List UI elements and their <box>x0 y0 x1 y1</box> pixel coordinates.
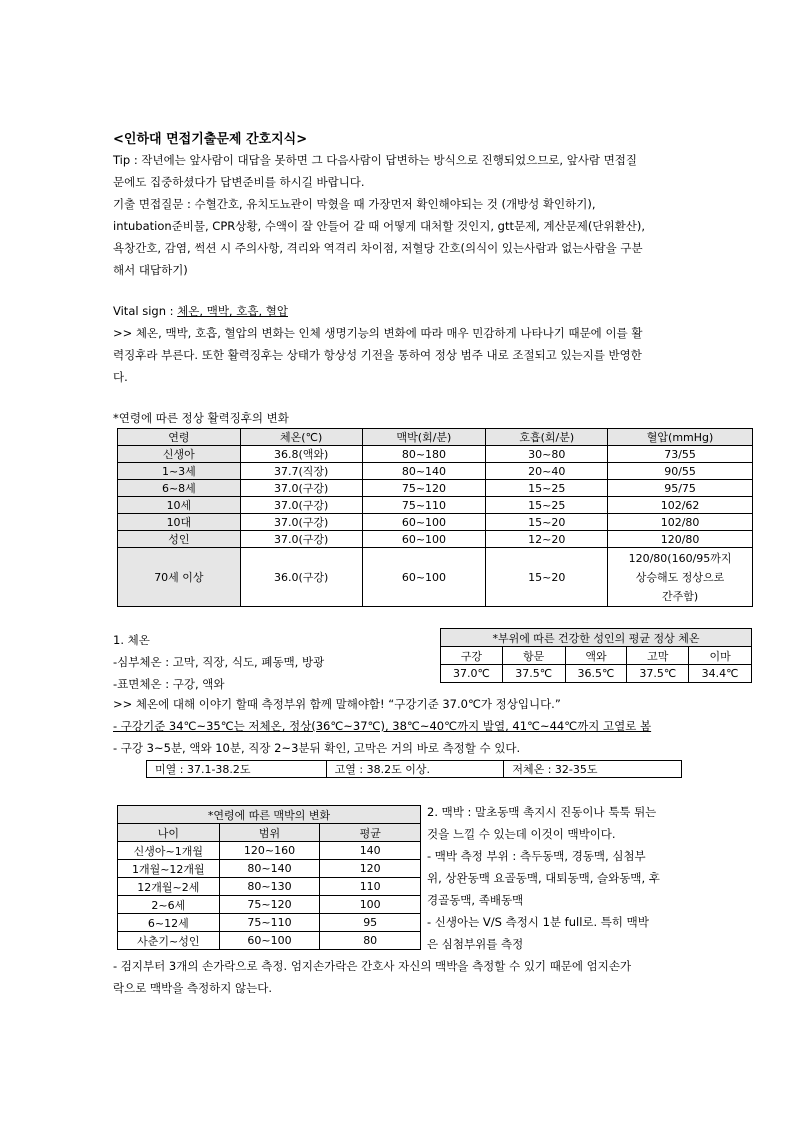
table-row <box>118 896 421 914</box>
header-cell: 평균 <box>320 824 421 842</box>
bp-line: 상승해도 정상으로 <box>635 570 725 584</box>
table-row <box>441 647 752 665</box>
question-line-4: 해서 대답하기) <box>113 263 188 277</box>
oral-temperature-range: - 구강기준 34℃~35℃는 저체온, 정상(36℃~37℃), 38℃~40℃까지 발열, 41℃~44℃까지 고열로 봄 <box>113 719 652 733</box>
question-line-3: 욕창간호, 감염, 썩션 시 주의사항, 격리와 역격리 차이점, 저혈당 간호(의식이 있는사람과 없는사람을 구분 <box>113 241 643 255</box>
table-row <box>118 497 753 514</box>
vitals-by-age-table <box>117 428 753 607</box>
question-line-1: 기출 면접질문 : 수혈간호, 유치도뇨관이 막혔을 때 가장먼저 확인해야되는 것 (개방성 확인하기), <box>113 197 596 211</box>
table-cell: 75~120 <box>362 480 486 497</box>
table-row <box>118 531 753 548</box>
table-row <box>118 878 421 896</box>
fever-range-table <box>146 760 682 778</box>
header-cell: 범위 <box>219 824 320 842</box>
table-cell: 60~100 <box>362 548 486 607</box>
table-cell: 12~20 <box>486 531 608 548</box>
table-cell: 36.0(구강) <box>240 548 362 607</box>
table-cell: 102/80 <box>608 514 753 531</box>
table-cell: 120~160 <box>219 842 320 860</box>
table-cell: 37.5℃ <box>502 665 565 683</box>
pulse-line-7: 은 심첨부위를 측정 <box>427 937 524 951</box>
table-cell: 37.0(구강) <box>240 480 362 497</box>
table-row <box>118 860 421 878</box>
table-cell: 고열 : 38.2도 이상. <box>326 761 504 778</box>
table-row <box>118 480 753 497</box>
table-cell: 저체온 : 32-35도 <box>504 761 682 778</box>
table-cell: 75~120 <box>219 896 320 914</box>
table-cell: 15~20 <box>486 548 608 607</box>
table-cell: 75~110 <box>362 497 486 514</box>
table-cell: 36.5℃ <box>565 665 627 683</box>
pulse-footer-line-2: 락으로 맥박을 측정하지 않는다. <box>113 981 273 995</box>
table-cell: 37.0(구강) <box>240 514 362 531</box>
pulse-footer-line-1: - 검지부터 3개의 손가락으로 측정. 엄지손가락은 간호사 자신의 맥박을 측정할 수 있기 때문에 엄지손가 <box>113 959 632 973</box>
table-cell: 37.0(구강) <box>240 531 362 548</box>
pulse-line-4: 위, 상완동맥 요골동맥, 대퇴동맥, 슬와동맥, 후 <box>427 871 660 885</box>
table-cell <box>608 548 753 607</box>
header-cell: 나이 <box>118 824 220 842</box>
table-cell: 95 <box>320 914 421 932</box>
pulse-header-row <box>118 824 421 842</box>
document-title: <인하대 면접기출문제 간호지식> <box>113 132 308 147</box>
question-line-2: intubation준비물, CPR상황, 수액이 잘 안들어 갈 때 어떻게 대처할 것인지, gtt문제, 계산문제(단위환산), <box>113 219 645 233</box>
bp-line: 간주함) <box>661 589 699 603</box>
age-cell: 10대 <box>118 514 241 531</box>
table-cell: 15~20 <box>486 514 608 531</box>
table-cell: 60~100 <box>362 514 486 531</box>
age-cell: 성인 <box>118 531 241 548</box>
core-temperature: -심부체온 : 고막, 직장, 식도, 폐동맥, 방광 <box>113 655 325 669</box>
age-cell: 10세 <box>118 497 241 514</box>
table-cell: 37.0℃ <box>441 665 503 683</box>
vitals-table-caption: *연령에 따른 정상 활력징후의 변화 <box>113 411 289 425</box>
age-cell: 신생아 <box>118 446 241 463</box>
table-cell: 120/80 <box>608 531 753 548</box>
table-cell: 75~110 <box>219 914 320 932</box>
table-cell: 사춘기~성인 <box>118 932 220 950</box>
table-cell: 90/55 <box>608 463 753 480</box>
table-cell: 37.7(직장) <box>240 463 362 480</box>
measurement-timing: - 구강 3~5분, 액와 10분, 직장 2~3분뒤 확인, 고막은 거의 바로 측정할 수 있다. <box>113 741 521 755</box>
table-row <box>118 446 753 463</box>
pulse-line-1: 2. 맥박 : 말초동맥 촉지시 진동이나 툭툭 튀는 <box>427 805 657 819</box>
vital-sign-line <box>113 303 288 320</box>
header-cell: 맥박(회/분) <box>362 429 486 446</box>
table-cell: 110 <box>320 878 421 896</box>
vital-sign-items: 체온, 맥박, 호흡, 혈압 <box>177 304 288 318</box>
table-cell: 140 <box>320 842 421 860</box>
surface-temperature: -표면체온 : 구강, 액와 <box>113 677 225 691</box>
table-cell: 60~100 <box>219 932 320 950</box>
table-cell: 80~140 <box>362 463 486 480</box>
vital-sign-label: Vital sign : <box>113 304 178 318</box>
tip-line-1: Tip : 작년에는 앞사람이 대답을 못하면 그 다음사람이 답변하는 방식으로 진행되었으므로, 앞사람 면접질 <box>113 153 638 167</box>
temperature-note: >> 체온에 대해 이야기 할때 측정부위 함께 말해야함! “구강기준 37.0℃가 정상입니다.” <box>113 697 561 711</box>
table-cell: 120 <box>320 860 421 878</box>
pulse-line-5: 경골동맥, 족배동맥 <box>427 893 524 907</box>
header-cell: 체온(℃) <box>240 429 362 446</box>
table-row <box>441 665 752 683</box>
table-cell: 30~80 <box>486 446 608 463</box>
table-cell: 37.5℃ <box>627 665 689 683</box>
table-cell: 15~25 <box>486 480 608 497</box>
table-cell: 1개월~12개월 <box>118 860 220 878</box>
table-cell: 102/62 <box>608 497 753 514</box>
header-cell: 고막 <box>627 647 689 665</box>
table-row <box>118 932 421 950</box>
header-cell: 항문 <box>502 647 565 665</box>
table-row <box>118 514 753 531</box>
age-cell: 70세 이상 <box>118 548 241 607</box>
table-cell: 36.8(액와) <box>240 446 362 463</box>
table-row <box>118 842 421 860</box>
table-cell: 2~6세 <box>118 896 220 914</box>
header-cell: 연령 <box>118 429 241 446</box>
table-row <box>118 463 753 480</box>
table-cell: 60~100 <box>362 531 486 548</box>
table-cell: 100 <box>320 896 421 914</box>
table-cell: 미열 : 37.1-38.2도 <box>147 761 327 778</box>
table-cell: 80~140 <box>219 860 320 878</box>
table-cell: 37.0(구강) <box>240 497 362 514</box>
table-cell: 20~40 <box>486 463 608 480</box>
pulse-by-age-table <box>117 805 421 950</box>
table-cell: 73/55 <box>608 446 753 463</box>
tip-line-2: 문에도 집중하셨다가 답변준비를 하시길 바랍니다. <box>113 175 365 189</box>
table-cell: 80 <box>320 932 421 950</box>
vital-desc-line-3: 다. <box>113 370 128 384</box>
site-table-caption: *부위에 따른 건강한 성인의 평균 정상 체온 <box>441 629 752 647</box>
site-temperature-table <box>440 628 752 683</box>
pulse-line-6: - 신생아는 V/S 측정시 1분 full로. 특히 맥박 <box>427 915 649 929</box>
header-cell: 액와 <box>565 647 627 665</box>
vitals-header-row <box>118 429 753 446</box>
header-cell: 구강 <box>441 647 503 665</box>
table-cell: 80~130 <box>219 878 320 896</box>
table-cell: 80~180 <box>362 446 486 463</box>
table-cell: 34.4℃ <box>689 665 752 683</box>
table-cell: 12개월~2세 <box>118 878 220 896</box>
table-cell: 6~12세 <box>118 914 220 932</box>
age-cell: 1~3세 <box>118 463 241 480</box>
pulse-table-caption: *연령에 따른 맥박의 변화 <box>118 806 421 824</box>
table-cell: 15~25 <box>486 497 608 514</box>
vital-desc-line-2: 력징후라 부른다. 또한 활력징후는 상태가 항상성 기전을 통하여 정상 범주 내로 조절되고 있는지를 반영한 <box>113 348 642 362</box>
table-cell: 95/75 <box>608 480 753 497</box>
pulse-line-2: 것을 느낄 수 있는데 이것이 맥박이다. <box>427 827 616 841</box>
table-cell: 신생아~1개월 <box>118 842 220 860</box>
bp-line: 120/80(160/95까지 <box>628 551 732 565</box>
age-cell: 6~8세 <box>118 480 241 497</box>
header-cell: 혈압(mmHg) <box>608 429 753 446</box>
table-row <box>118 914 421 932</box>
vital-desc-line-1: >> 체온, 맥박, 호흡, 혈압의 변화는 인체 생명기능의 변화에 따라 매우 민감하게 나타나기 때문에 이를 활 <box>113 326 643 340</box>
temperature-heading: 1. 체온 <box>113 633 150 647</box>
table-row <box>118 548 753 607</box>
header-cell: 이마 <box>689 647 752 665</box>
pulse-line-3: - 맥박 측정 부위 : 측두동맥, 경동맥, 심첨부 <box>427 849 646 863</box>
table-row <box>147 761 682 778</box>
header-cell: 호흡(회/분) <box>486 429 608 446</box>
